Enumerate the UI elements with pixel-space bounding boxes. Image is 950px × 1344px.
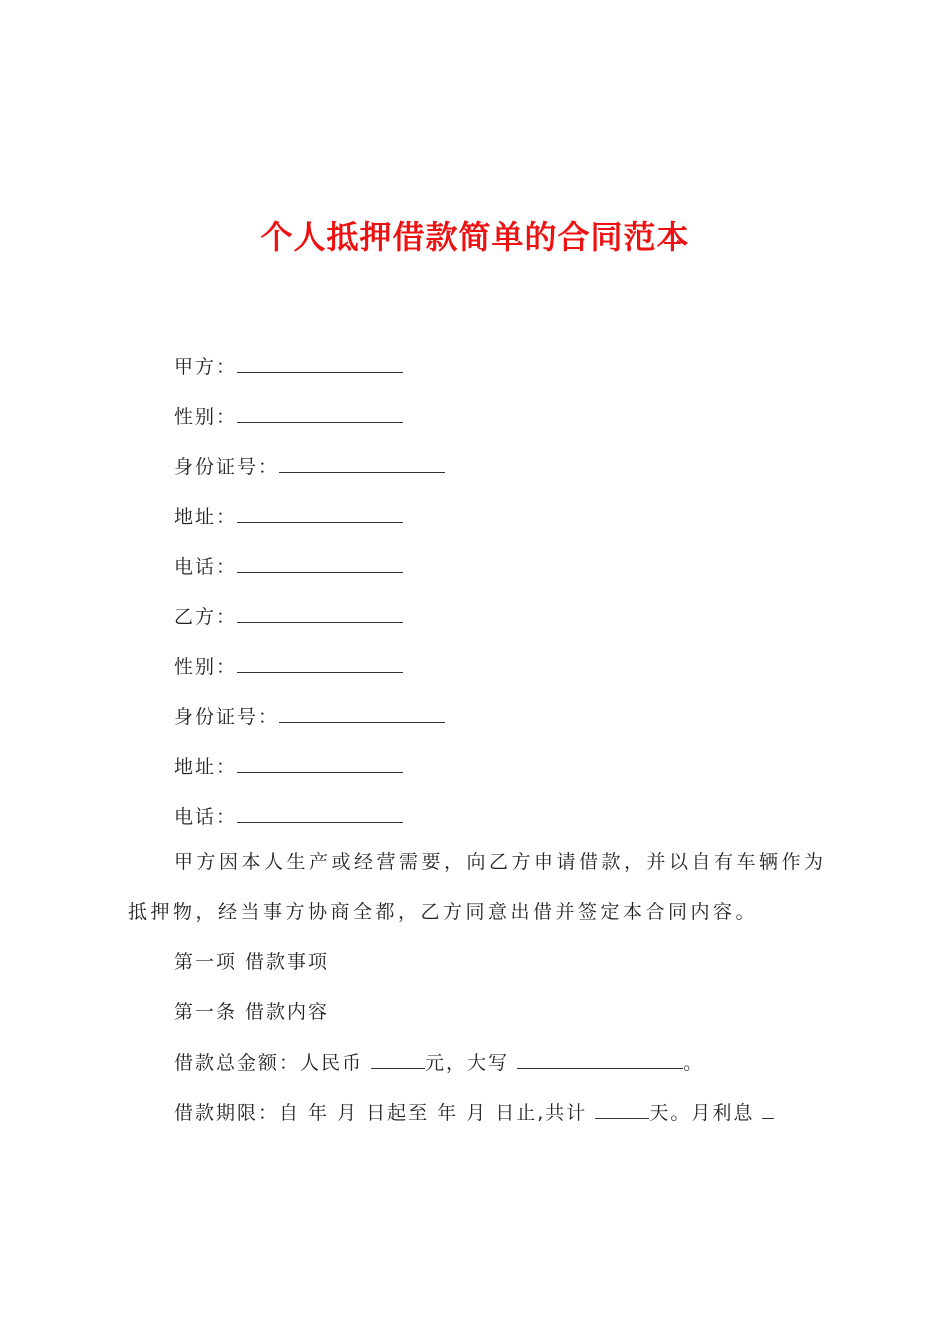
party-a-gender-field [174,404,403,429]
loan-amount-label: 借款总金额：人民币 [174,1052,372,1074]
party-b-id-blank [279,704,445,723]
article-1-heading: 第一条 借款内容 [174,1001,330,1023]
party-b-phone-blank [237,804,403,823]
loan-amount-line [174,1050,704,1075]
party-a-address-blank [237,504,403,523]
loan-amount-uppercase-blank [517,1050,683,1069]
loan-amount-unit: 元，大写 [425,1052,518,1074]
party-a-name-field [174,354,403,379]
party-a-id-label: 身份证号： [174,456,280,478]
party-a-name-label: 甲方： [174,356,238,378]
party-a-gender-blank [237,404,403,423]
loan-term-label: 借款期限：自 年 月 日起至 年 月 日止,共计 [174,1102,596,1124]
document-title: 个人抵押借款简单的合同范本 [260,218,690,256]
party-b-address-blank [237,754,403,773]
party-b-id-label: 身份证号： [174,706,280,728]
preamble-text: 甲方因本人生产或经营需要，向乙方申请借款，并以自有车辆作为抵押物，经当事方协商全都，乙方同意出借并签定本合同内容。 [128,851,827,923]
party-b-name-blank [237,604,403,623]
preamble-paragraph [128,837,838,937]
party-b-name-label: 乙方： [174,606,238,628]
monthly-interest-blank [762,1100,774,1119]
party-a-id-blank [279,454,445,473]
party-a-gender-label: 性别： [174,406,238,428]
party-b-gender-label: 性别： [174,656,238,678]
loan-days-blank [595,1100,649,1119]
loan-term-line [174,1100,774,1125]
party-a-address-label: 地址： [174,506,238,528]
party-b-gender-blank [237,654,403,673]
party-b-name-field [174,604,403,629]
party-a-address-field [174,504,403,529]
party-b-address-label: 地址： [174,756,238,778]
party-b-address-field [174,754,403,779]
loan-amount-end: 。 [683,1052,705,1074]
party-a-phone-label: 电话： [174,556,238,578]
party-b-phone-field [174,804,403,829]
party-a-name-blank [237,354,403,373]
party-a-phone-field [174,554,403,579]
loan-amount-blank [371,1050,425,1069]
loan-term-unit: 天。月利息 [649,1102,763,1124]
party-b-gender-field [174,654,403,679]
party-a-id-field [174,454,445,479]
party-b-id-field [174,704,445,729]
party-b-phone-label: 电话： [174,806,238,828]
section-1-heading: 第一项 借款事项 [174,951,330,973]
party-a-phone-blank [237,554,403,573]
